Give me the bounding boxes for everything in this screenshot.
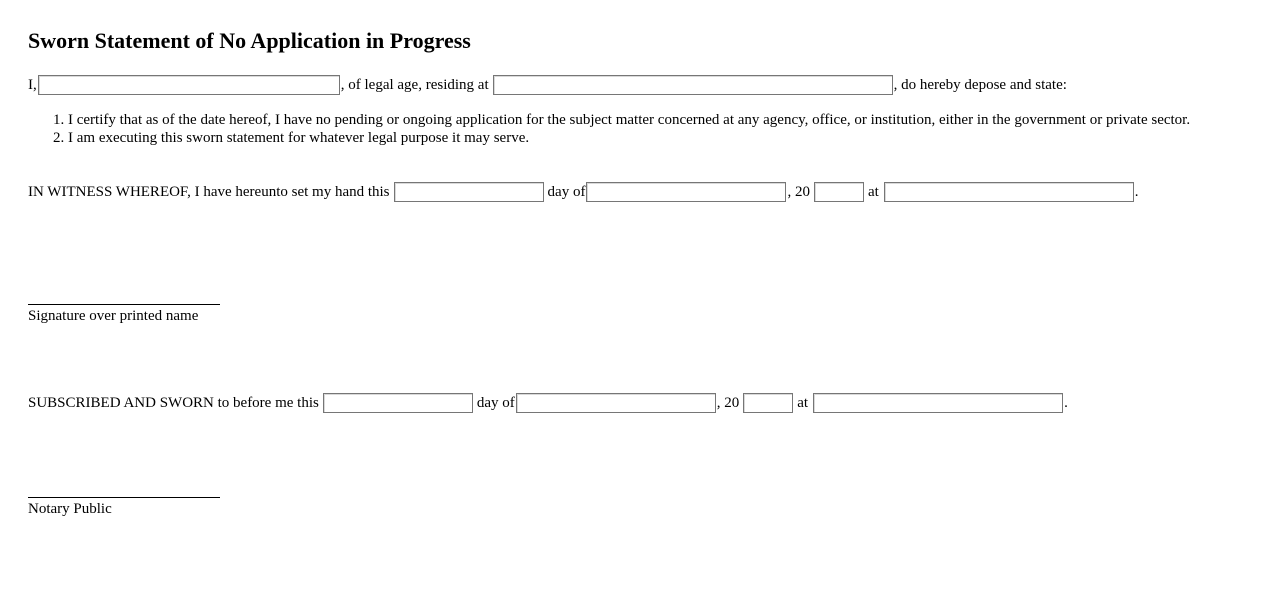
- subscribed-day-field[interactable]: [323, 393, 473, 413]
- intro-suffix: , do hereby depose and state:: [893, 77, 1067, 93]
- subscribed-at-label: at: [797, 395, 809, 411]
- witness-prefix: IN WITNESS WHEREOF, I have hereunto set my hand this: [28, 184, 390, 200]
- witness-end: .: [1134, 184, 1139, 200]
- subscribed-day-label: day of: [476, 395, 515, 411]
- statement-item: [68, 111, 1273, 129]
- intro-prefix: I,: [28, 77, 37, 93]
- witness-year-field[interactable]: [814, 182, 864, 202]
- signature-label: Signature over printed name: [28, 308, 199, 324]
- subscribed-prefix: SUBSCRIBED AND SWORN to before me this: [28, 395, 319, 411]
- statement-text: I am executing this sworn statement for whatever legal purpose it may serve.: [68, 130, 530, 146]
- intro-mid-text: , of legal age, residing at: [340, 77, 489, 93]
- witness-month-field[interactable]: [586, 182, 786, 202]
- address-field[interactable]: [493, 75, 893, 95]
- subscribed-end: .: [1064, 395, 1068, 411]
- witness-place-field[interactable]: [884, 182, 1134, 202]
- statement-item: [68, 129, 1273, 147]
- intro-line: [28, 74, 1067, 96]
- subscribed-year-field[interactable]: [743, 393, 793, 413]
- witness-at-label: at: [867, 184, 879, 200]
- witness-day-field[interactable]: [394, 182, 544, 202]
- name-field[interactable]: [38, 75, 340, 95]
- notary-label: Notary Public: [28, 501, 112, 517]
- signature-line: [28, 304, 220, 305]
- statement-list: [28, 111, 1273, 147]
- witness-day-label: day of: [547, 184, 586, 200]
- witness-line: [28, 181, 1139, 203]
- subscribed-month-field[interactable]: [516, 393, 716, 413]
- subscribed-year-label: , 20: [716, 395, 740, 411]
- notary-signature-line: [28, 497, 220, 498]
- subscribed-place-field[interactable]: [813, 393, 1063, 413]
- subscribed-line: [28, 392, 1068, 414]
- witness-year-label: , 20: [787, 184, 810, 200]
- statement-text: I certify that as of the date hereof, I have no pending or ongoing application for the subject matter concerned at any agency, office, or institution, either in the government or private sector.: [68, 112, 1191, 128]
- page-title: Sworn Statement of No Application in Progress: [28, 28, 471, 53]
